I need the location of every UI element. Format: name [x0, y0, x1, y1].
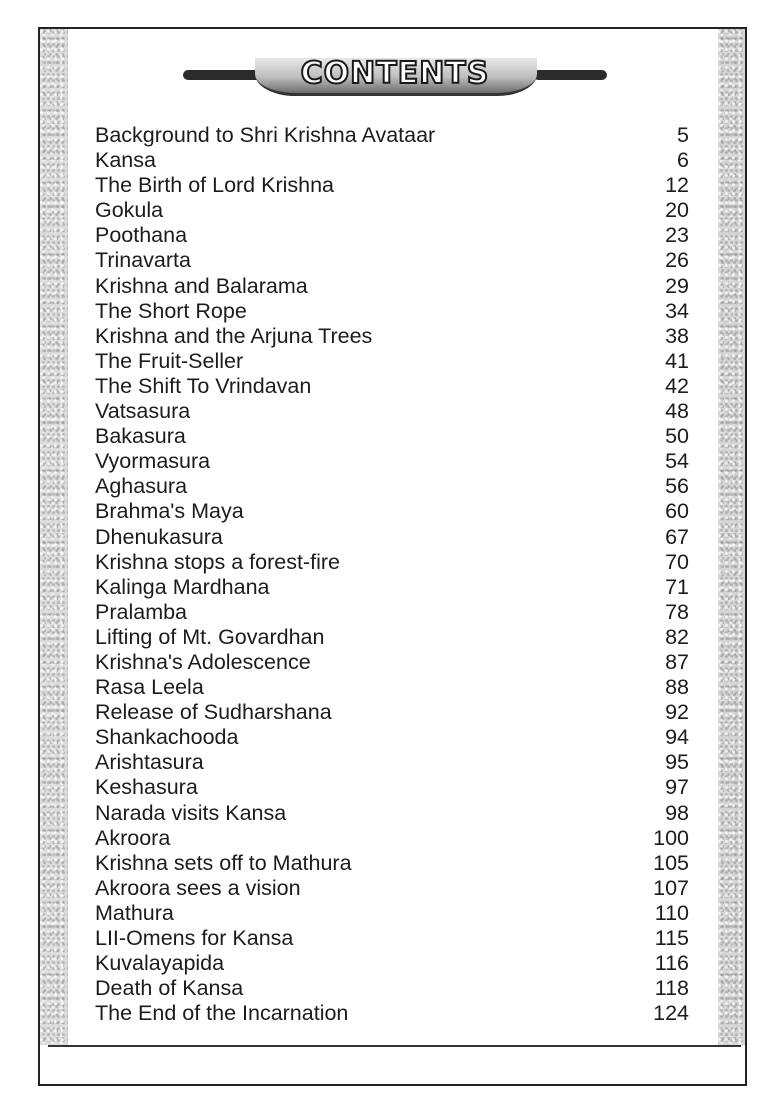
toc-entry-title: Krishna sets off to Mathura — [95, 850, 352, 875]
toc-entry-title: Kalinga Mardhana — [95, 574, 270, 599]
right-texture-strip — [718, 29, 745, 1045]
toc-entry-title: The Fruit-Seller — [95, 348, 244, 373]
toc-entry[interactable] — [95, 148, 689, 173]
table-of-contents — [95, 123, 689, 1026]
toc-entry-title: The Shift To Vrindavan — [95, 373, 312, 398]
toc-entry-title: LII-Omens for Kansa — [95, 926, 294, 950]
toc-entry-title: Akroora sees a vision — [95, 875, 301, 900]
toc-entry[interactable] — [95, 424, 689, 449]
toc-entry-page-number: 94 — [665, 725, 689, 750]
toc-entry-page-number: 20 — [665, 198, 689, 223]
toc-entry[interactable] — [95, 449, 689, 474]
toc-entry-title: Arishtasura — [95, 750, 204, 775]
toc-entry[interactable] — [95, 876, 689, 901]
toc-entry[interactable] — [95, 399, 689, 424]
toc-entry-title: Mathura — [95, 900, 174, 925]
toc-entry[interactable] — [95, 374, 689, 399]
toc-entry-title: Lifting of Mt. Govardhan — [95, 624, 325, 649]
toc-entry-title: Shankachooda — [95, 725, 239, 750]
toc-entry-title: Poothana — [95, 223, 188, 248]
toc-entry-page-number: 6 — [677, 148, 689, 173]
toc-entry-page-number: 60 — [665, 499, 689, 524]
toc-entry-page-number: 88 — [665, 675, 689, 700]
toc-entry[interactable] — [95, 625, 689, 650]
toc-entry[interactable] — [95, 525, 689, 550]
toc-entry[interactable] — [95, 700, 689, 725]
toc-entry[interactable] — [95, 474, 689, 499]
toc-entry-title: Background to Shri Krishna Avataar — [95, 123, 436, 147]
toc-entry-title: Krishna's Adolescence — [95, 649, 311, 674]
toc-entry-title: Krishna stops a forest-fire — [95, 549, 340, 574]
toc-entry[interactable] — [95, 274, 689, 299]
toc-entry-page-number: 5 — [677, 123, 689, 147]
toc-entry-title: Keshasura — [95, 775, 198, 800]
toc-entry[interactable] — [95, 750, 689, 775]
toc-entry[interactable] — [95, 650, 689, 675]
toc-entry-page-number: 98 — [665, 800, 689, 825]
toc-entry[interactable] — [95, 550, 689, 575]
toc-entry[interactable] — [95, 600, 689, 625]
toc-entry[interactable] — [95, 725, 689, 750]
toc-entry-title: The Birth of Lord Krishna — [95, 173, 335, 198]
toc-entry-page-number: 92 — [665, 700, 689, 725]
bottom-divider — [48, 1045, 741, 1047]
toc-entry-title: Kansa — [95, 148, 156, 173]
toc-entry-page-number: 87 — [665, 649, 689, 674]
toc-entry-page-number: 115 — [654, 926, 689, 950]
toc-entry-title: Narada visits Kansa — [95, 800, 287, 825]
toc-entry[interactable] — [95, 575, 689, 600]
toc-entry-title: Trinavarta — [95, 248, 191, 273]
toc-entry-title: Aghasura — [95, 474, 188, 499]
toc-entry-page-number: 118 — [654, 976, 689, 1001]
toc-entry[interactable] — [95, 675, 689, 700]
toc-entry-page-number: 124 — [653, 1001, 689, 1026]
toc-entry-page-number: 95 — [665, 750, 689, 775]
page-title: CONTENTS — [300, 56, 490, 91]
toc-entry[interactable] — [95, 951, 689, 976]
toc-entry-title: Release of Sudharshana — [95, 700, 332, 725]
toc-entry-page-number: 41 — [665, 348, 689, 373]
toc-entry[interactable] — [95, 926, 689, 951]
toc-entry-page-number: 78 — [665, 599, 689, 624]
toc-entry-title: Dhenukasura — [95, 524, 223, 549]
toc-entry-title: Krishna and Balarama — [95, 273, 308, 298]
toc-entry-title: Gokula — [95, 198, 164, 223]
toc-entry-page-number: 67 — [665, 524, 689, 549]
toc-entry[interactable] — [95, 299, 689, 324]
toc-entry-title: Vyormasura — [95, 449, 211, 474]
toc-entry[interactable] — [95, 976, 689, 1001]
toc-entry-page-number: 42 — [665, 373, 689, 398]
toc-entry-page-number: 82 — [665, 624, 689, 649]
toc-entry-title: Pralamba — [95, 599, 188, 624]
toc-entry[interactable] — [95, 173, 689, 198]
toc-entry-page-number: 97 — [665, 775, 689, 800]
toc-entry[interactable] — [95, 123, 689, 148]
toc-entry-page-number: 54 — [665, 449, 689, 474]
toc-entry[interactable] — [95, 248, 689, 273]
toc-entry-page-number: 12 — [665, 173, 689, 198]
toc-entry-title: The End of the Incarnation — [95, 1001, 349, 1026]
toc-entry[interactable] — [95, 826, 689, 851]
left-texture-strip — [40, 29, 68, 1045]
toc-entry-title: Akroora — [95, 825, 171, 850]
toc-entry-page-number: 116 — [654, 951, 689, 976]
toc-entry-page-number: 107 — [653, 875, 689, 900]
toc-entry-title: Rasa Leela — [95, 675, 204, 700]
toc-entry-title: Bakasura — [95, 424, 186, 449]
toc-entry-page-number: 34 — [665, 298, 689, 323]
toc-entry[interactable] — [95, 775, 689, 800]
toc-entry-page-number: 50 — [665, 424, 689, 449]
toc-entry-title: Kuvalayapida — [95, 951, 225, 976]
toc-entry-title: The Short Rope — [95, 298, 247, 323]
toc-entry[interactable] — [95, 851, 689, 876]
toc-entry[interactable] — [95, 901, 689, 926]
toc-entry-page-number: 71 — [665, 574, 689, 599]
toc-entry-page-number: 100 — [653, 825, 689, 850]
contents-banner — [183, 56, 607, 100]
toc-entry[interactable] — [95, 349, 689, 374]
toc-entry-page-number: 29 — [665, 273, 689, 298]
toc-entry-page-number: 56 — [665, 474, 689, 499]
toc-entry-title: Krishna and the Arjuna Trees — [95, 323, 373, 348]
toc-entry-page-number: 48 — [665, 399, 689, 424]
toc-entry[interactable] — [95, 198, 689, 223]
toc-entry[interactable] — [95, 801, 689, 826]
toc-entry-page-number: 23 — [665, 223, 689, 248]
toc-entry[interactable] — [95, 223, 689, 248]
toc-entry-page-number: 105 — [653, 850, 689, 875]
toc-entry-page-number: 70 — [665, 549, 689, 574]
toc-entry-page-number: 26 — [665, 248, 689, 273]
toc-entry-title: Brahma's Maya — [95, 499, 244, 524]
toc-entry[interactable] — [95, 499, 689, 524]
toc-entry-title: Death of Kansa — [95, 976, 244, 1001]
toc-entry-page-number: 38 — [665, 323, 689, 348]
toc-entry[interactable] — [95, 1001, 689, 1026]
toc-entry[interactable] — [95, 324, 689, 349]
toc-entry-title: Vatsasura — [95, 399, 191, 424]
toc-entry-page-number: 110 — [654, 900, 689, 925]
